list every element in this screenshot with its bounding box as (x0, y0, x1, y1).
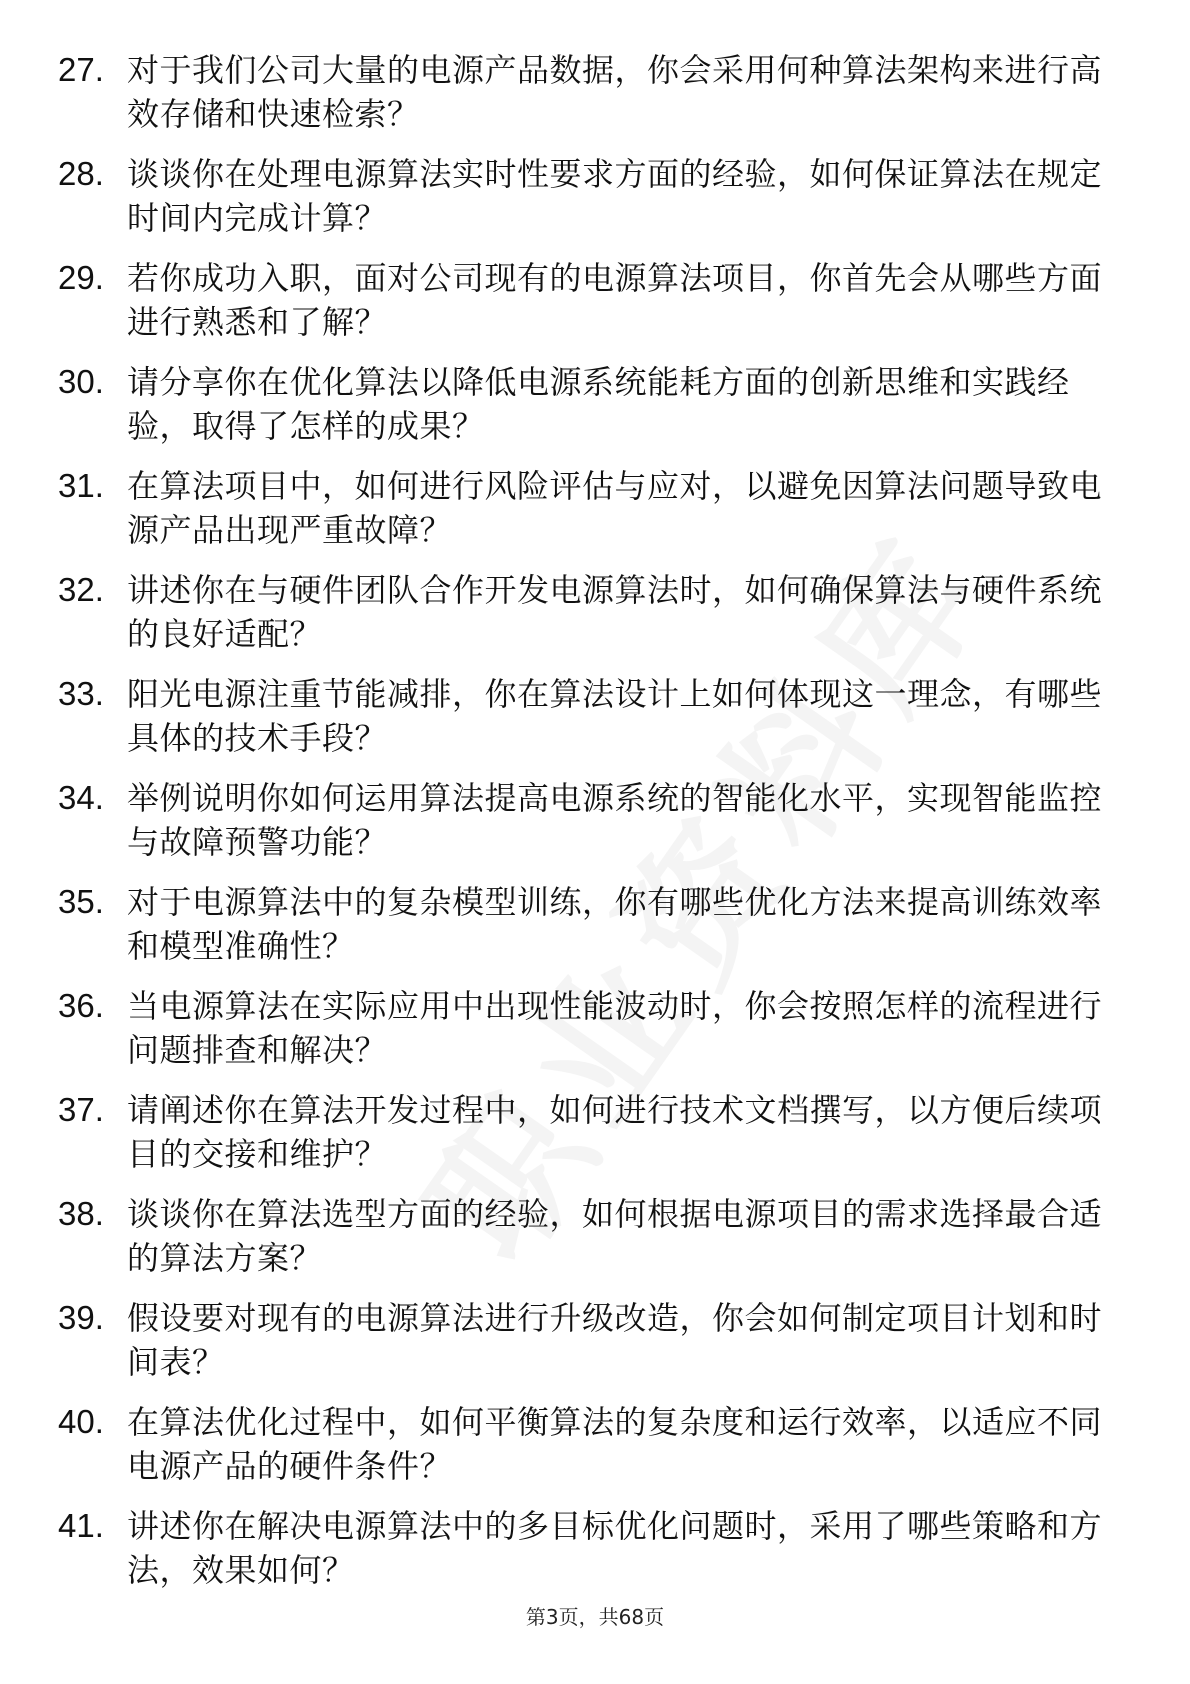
question-number: 29. (58, 259, 104, 296)
question-item (0, 1192, 1190, 1296)
question-item (0, 1504, 1190, 1608)
question-number: 41. (58, 1507, 104, 1544)
question-item (0, 672, 1190, 776)
question-item (0, 1088, 1190, 1192)
page-footer (0, 1603, 1190, 1631)
question-item (0, 880, 1190, 984)
question-number: 32. (58, 571, 104, 608)
question-number: 40. (58, 1403, 104, 1440)
question-text: 在算法优化过程中，如何平衡算法的复杂度和运行效率，以适应不同电源产品的硬件条件？ (127, 1403, 1103, 1485)
question-number: 33. (58, 675, 104, 712)
question-number: 35. (58, 883, 104, 920)
question-list (0, 48, 1190, 1608)
question-item (0, 568, 1190, 672)
question-number: 28. (58, 155, 104, 192)
question-text: 举例说明你如何运用算法提高电源系统的智能化水平，实现智能监控与故障预警功能？ (127, 779, 1103, 861)
question-text: 请阐述你在算法开发过程中，如何进行技术文档撰写，以方便后续项目的交接和维护？ (127, 1091, 1103, 1173)
question-text: 对于电源算法中的复杂模型训练，你有哪些优化方法来提高训练效率和模型准确性？ (127, 883, 1103, 965)
question-number: 36. (58, 987, 104, 1024)
question-item (0, 256, 1190, 360)
question-number: 39. (58, 1299, 104, 1336)
question-text: 谈谈你在处理电源算法实时性要求方面的经验，如何保证算法在规定时间内完成计算？ (127, 155, 1103, 237)
question-item (0, 48, 1190, 152)
question-number: 30. (58, 363, 104, 400)
question-text: 讲述你在与硬件团队合作开发电源算法时，如何确保算法与硬件系统的良好适配？ (127, 571, 1103, 653)
question-item (0, 1400, 1190, 1504)
question-number: 31. (58, 467, 104, 504)
question-text: 当电源算法在实际应用中出现性能波动时，你会按照怎样的流程进行问题排查和解决？ (127, 987, 1103, 1069)
question-text: 假设要对现有的电源算法进行升级改造，你会如何制定项目计划和时间表？ (127, 1299, 1103, 1381)
question-text: 讲述你在解决电源算法中的多目标优化问题时，采用了哪些策略和方法，效果如何？ (127, 1507, 1103, 1589)
question-text: 阳光电源注重节能减排，你在算法设计上如何体现这一理念，有哪些具体的技术手段？ (127, 675, 1103, 757)
question-item (0, 152, 1190, 256)
question-item (0, 360, 1190, 464)
page-number-label: 第3页，共68页 (525, 1605, 665, 1629)
question-item (0, 984, 1190, 1088)
question-number: 37. (58, 1091, 104, 1128)
question-number: 38. (58, 1195, 104, 1232)
question-text: 若你成功入职，面对公司现有的电源算法项目，你首先会从哪些方面进行熟悉和了解？ (127, 259, 1103, 341)
question-item (0, 464, 1190, 568)
question-text: 请分享你在优化算法以降低电源系统能耗方面的创新思维和实践经验，取得了怎样的成果？ (127, 363, 1070, 445)
question-item (0, 1296, 1190, 1400)
question-number: 34. (58, 779, 104, 816)
question-item (0, 776, 1190, 880)
question-number: 27. (58, 51, 104, 88)
question-text: 谈谈你在算法选型方面的经验，如何根据电源项目的需求选择最合适的算法方案？ (127, 1195, 1103, 1277)
question-text: 在算法项目中，如何进行风险评估与应对，以避免因算法问题导致电源产品出现严重故障？ (127, 467, 1103, 549)
question-text: 对于我们公司大量的电源产品数据，你会采用何种算法架构来进行高效存储和快速检索？ (127, 51, 1103, 133)
